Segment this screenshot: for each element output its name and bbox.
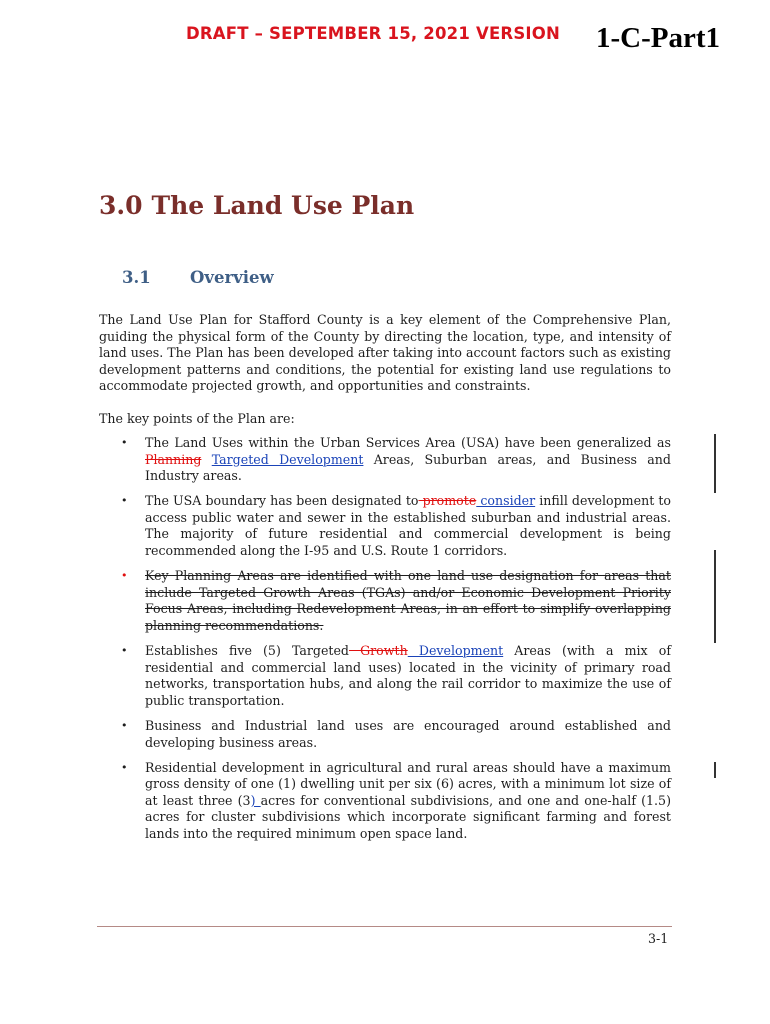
- bullet-icon: •: [121, 569, 128, 583]
- change-bar: [714, 762, 716, 778]
- deleted-text: Key Planning Areas are identified with one land use designation for areas that include Targeted Growth Areas (TGAs) and/or Economic Development Priority Focus Areas, including Redevelopment Areas, in an effort to simplify overlapping planning recommendations.: [145, 568, 671, 633]
- bullet-text: Business and Industrial land uses are encouraged around established and developing business areas.: [145, 717, 671, 750]
- bullet-text: The Land Uses within the Urban Services Area (USA) have been generalized as: [145, 435, 671, 450]
- bullet-text: The USA boundary has been designated to: [145, 493, 419, 509]
- list-item: [99, 760, 671, 843]
- list-item: [99, 643, 671, 709]
- list-item: [99, 718, 671, 751]
- bullet-text: acres for conventional subdivisions, and one and one-half (1.5) acres for cluster subdivisions which incorporate significant farming and forest lands into the required minimum open space land.: [145, 792, 671, 841]
- inserted-text: Development: [407, 643, 504, 659]
- section-title: The Land Use Plan: [151, 191, 415, 220]
- bullet-text: infill development to access public water and sewer in the established suburban and industrial areas. The majority of future residential and commercial development is being recommended along the I-95 and U.S. Route 1 corridors.: [145, 493, 671, 559]
- footer-divider: [97, 926, 672, 927]
- subsection-heading: [122, 268, 274, 287]
- key-points-intro: The key points of the Plan are:: [99, 411, 295, 426]
- inserted-text: Targeted Development: [211, 451, 364, 467]
- bullet-text: Areas (with a mix of residential and commercial land uses) located in the vicinity of primary road networks, transportation hubs, and along the rail corridor to maximize the use of public transportation.: [145, 643, 671, 708]
- section-heading: [99, 191, 414, 220]
- subsection-title: Overview: [190, 268, 274, 287]
- deleted-text: Growth: [349, 643, 408, 659]
- deleted-text: promote: [418, 493, 477, 509]
- bullet-icon: •: [121, 494, 128, 508]
- bullet-text: Areas, Suburban areas, and Business and Industry areas.: [145, 451, 671, 484]
- deleted-text: Planning: [145, 451, 202, 467]
- draft-notice: DRAFT – SEPTEMBER 15, 2021 VERSION: [186, 24, 560, 43]
- bullet-text: Establishes five (5) Targeted: [145, 643, 349, 659]
- bullet-icon: •: [121, 760, 128, 774]
- key-points-list: [99, 435, 671, 851]
- section-number: 3.0: [99, 191, 143, 220]
- intro-paragraph: The Land Use Plan for Stafford County is a key element of the Comprehensive Plan, guiding the physical form of the County by directing the location, type, and intensity of land uses. The Plan has been developed after taking into account factors such as existing development patterns and conditions, the potential for existing land use regulations to accommodate projected growth, and opportunities and constraints.: [99, 312, 671, 394]
- list-item: [99, 568, 671, 634]
- change-bar: [714, 434, 716, 493]
- inserted-text: ): [250, 792, 256, 808]
- change-bar: [714, 550, 716, 643]
- subsection-number: 3.1: [122, 268, 151, 287]
- list-item: [99, 493, 671, 559]
- document-part-label: 1-C-Part1: [596, 22, 721, 54]
- list-item: [99, 435, 671, 485]
- bullet-icon: •: [121, 644, 128, 658]
- bullet-icon: •: [121, 718, 128, 732]
- page-number: 3-1: [648, 931, 669, 946]
- inserted-text: consider: [476, 493, 536, 509]
- bullet-icon: •: [121, 436, 128, 449]
- bullet-text: Residential development in agricultural and rural areas should have a maximum gross density of one (1) dwelling unit per six (6) acres, with a minimum lot size of at least three (3: [145, 759, 671, 808]
